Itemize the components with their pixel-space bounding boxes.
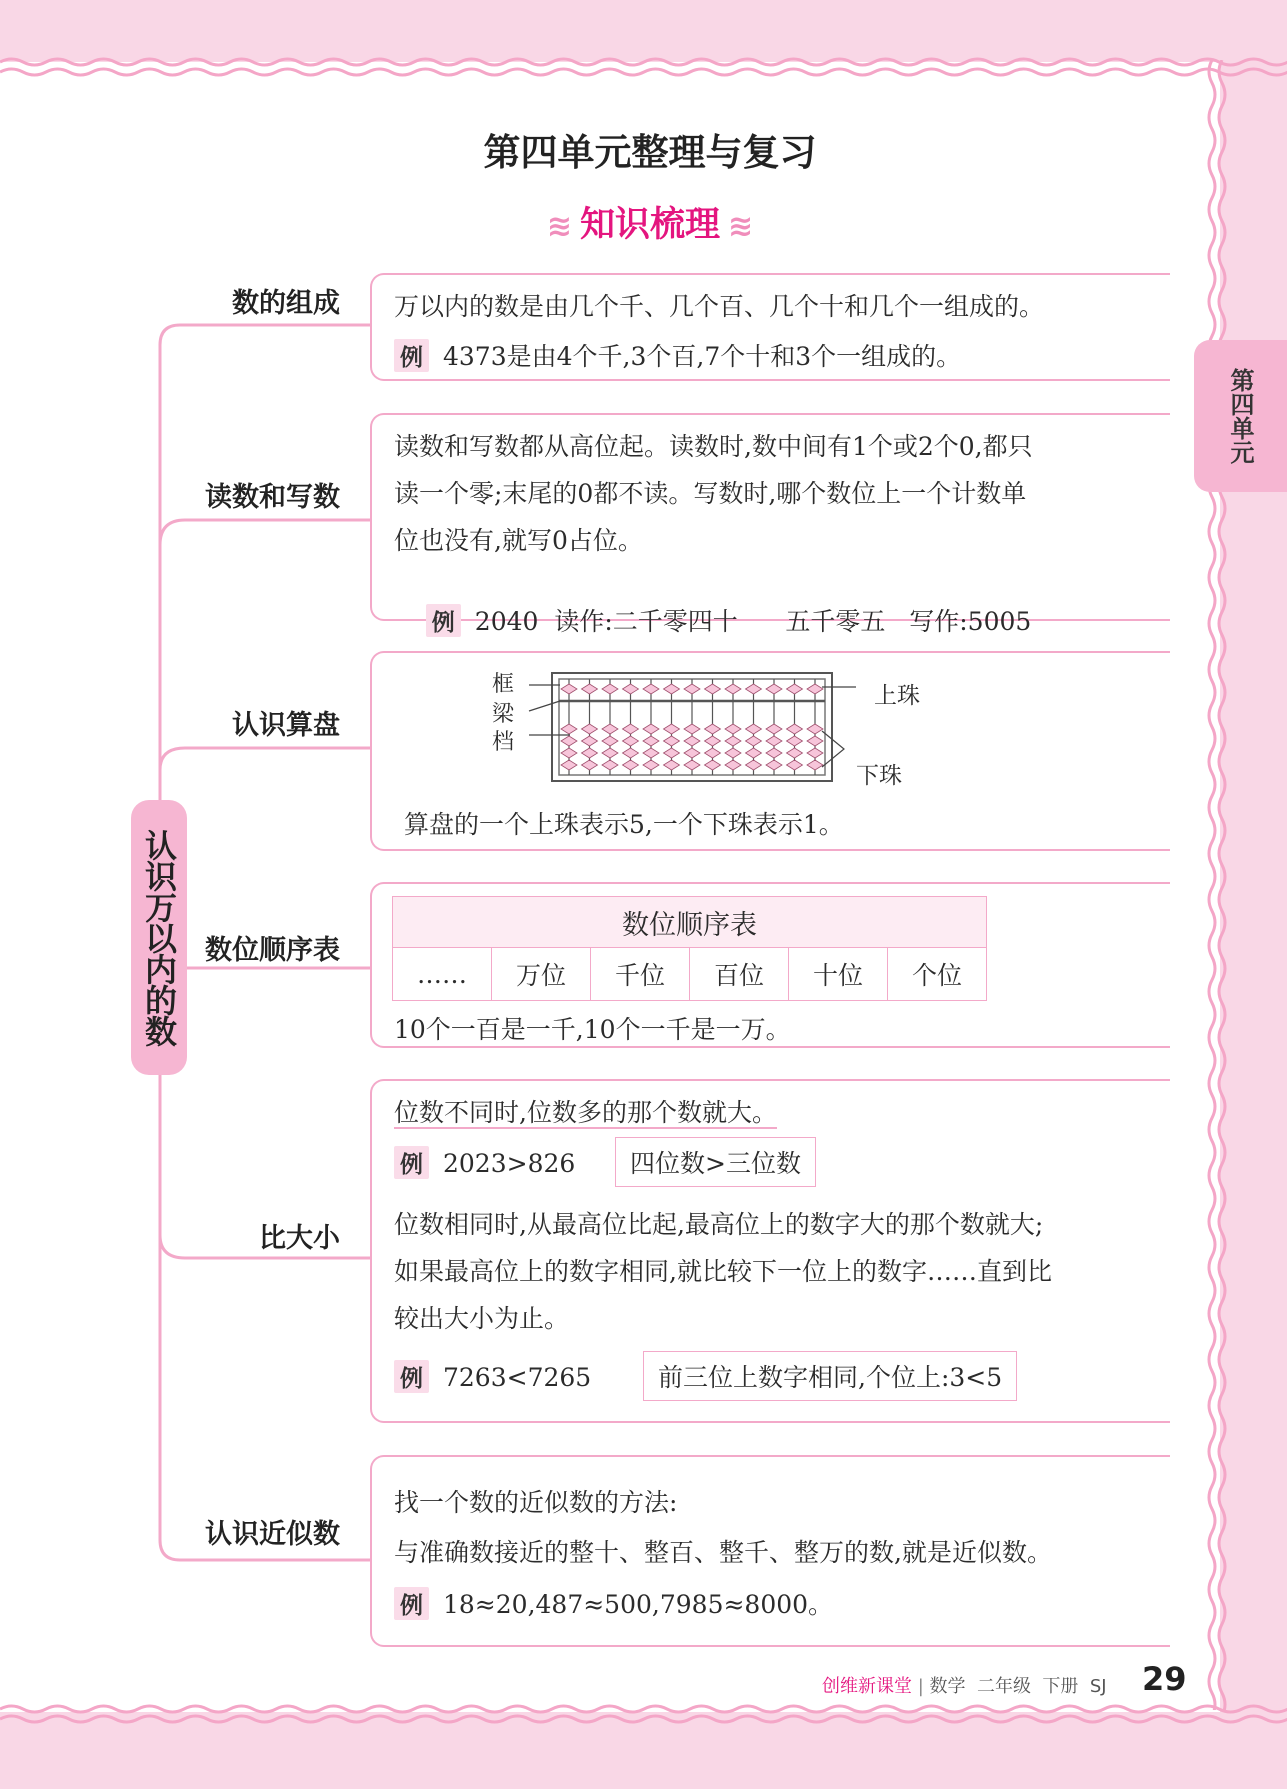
card-read-write — [370, 413, 1170, 636]
branch-compare: 比大小 — [259, 1223, 340, 1254]
footer-brand: 创维新课堂 — [822, 1676, 912, 1697]
abacus-frame-label: 框 — [492, 672, 515, 697]
place-value-table — [392, 896, 987, 1001]
abacus-upper-bead-label: 上珠 — [874, 683, 920, 709]
card-compare — [370, 1079, 1170, 1423]
footer-grade: 二年级 — [976, 1676, 1031, 1697]
abacus-rod-label: 档 — [492, 730, 515, 755]
compare-example2: 7263<7265 — [443, 1363, 592, 1392]
place-table-cell: 个位 — [888, 948, 987, 1001]
compare-example1: 2023>826 — [443, 1149, 576, 1178]
branch-composition: 数的组成 — [232, 288, 340, 319]
branch-approx: 认识近似数 — [205, 1519, 340, 1550]
place-table-text: 10个一百是一千,10个一千是一万。 — [394, 1015, 791, 1044]
example-badge: 例 — [394, 1146, 429, 1179]
card-approx — [370, 1455, 1170, 1647]
abacus-beam-label: 梁 — [492, 702, 515, 727]
compare-rule1-text: 位数不同时,位数多的那个数就大。 — [394, 1098, 777, 1127]
abacus-lower-bead-label: 下珠 — [856, 763, 902, 789]
subtitle-text: 知识梳理 — [579, 205, 720, 245]
approx-line2: 与准确数接近的整十、整百、整千、整万的数,就是近似数。 — [394, 1538, 1052, 1567]
card-composition — [370, 273, 1170, 381]
approx-example-row — [394, 1585, 833, 1621]
compare-rule2-line: 位数相同时,从最高位比起,最高位上的数字大的那个数就大; — [394, 1210, 1044, 1239]
place-table-title: 数位顺序表 — [393, 897, 987, 948]
compare-example2-row — [394, 1351, 1017, 1401]
compare-example1-row — [394, 1137, 816, 1187]
page-number: 29 — [1142, 1660, 1187, 1698]
compare-example1-note: 四位数>三位数 — [615, 1137, 816, 1187]
approx-line1: 找一个数的近似数的方法: — [394, 1488, 678, 1517]
example-badge: 例 — [394, 1587, 429, 1620]
compare-rule1 — [394, 1093, 777, 1129]
compare-rule2-line: 较出大小为止。 — [394, 1304, 570, 1333]
card-abacus — [370, 651, 1170, 851]
wave-deco-icon: ≋ — [728, 209, 754, 244]
footer-volume: 下册 — [1042, 1676, 1079, 1697]
footer: 创维新课堂 | 数学 二年级 下册 SJ — [822, 1676, 1107, 1697]
branch-read-write: 读数和写数 — [205, 482, 340, 513]
compare-example2-note: 前三位上数字相同,个位上:3<5 — [643, 1351, 1017, 1401]
example-badge: 例 — [394, 339, 429, 372]
unit-side-tab: 第四单元 — [1194, 340, 1287, 492]
branch-abacus: 认识算盘 — [232, 710, 340, 741]
place-table-cell: 十位 — [789, 948, 888, 1001]
page-title: 第四单元整理与复习 — [483, 131, 817, 174]
place-table-cell: 千位 — [591, 948, 690, 1001]
read-write-line: 读一个零;末尾的0都不读。写数时,哪个数位上一个计数单 — [394, 479, 1027, 508]
example-badge: 例 — [394, 1360, 429, 1393]
footer-subject: 数学 — [929, 1676, 966, 1697]
footer-edition: SJ — [1089, 1676, 1107, 1697]
approx-example: 18≈20,487≈500,7985≈8000。 — [443, 1590, 834, 1619]
abacus-diagram — [472, 667, 892, 785]
card-place-table — [370, 882, 1170, 1048]
place-table-cell: 百位 — [690, 948, 789, 1001]
composition-example-row — [394, 337, 961, 373]
example-badge: 例 — [426, 604, 461, 637]
compare-rule2-line: 如果最高位上的数字相同,就比较下一位上的数字……直到比 — [394, 1257, 1052, 1286]
read-write-example: 2040 读作:二千零四十 五千零五 写作:5005 — [474, 607, 1032, 636]
place-table-cell: 万位 — [492, 948, 591, 1001]
root-topic-label: 认识万以内的数 — [140, 829, 178, 1046]
place-table-cell: …… — [393, 948, 492, 1001]
composition-text: 万以内的数是由几个千、几个百、几个十和几个一组成的。 — [394, 292, 1045, 321]
read-write-line: 读数和写数都从高位起。读数时,数中间有1个或2个0,都只 — [394, 432, 1033, 461]
branch-place-table: 数位顺序表 — [205, 935, 340, 966]
wave-deco-icon: ≋ — [546, 209, 572, 244]
abacus-text: 算盘的一个上珠表示5,一个下珠表示1。 — [404, 810, 844, 839]
read-write-line: 位也没有,就写0占位。 — [394, 526, 643, 555]
composition-example: 4373是由4个千,3个百,7个十和3个一组成的。 — [443, 342, 962, 371]
